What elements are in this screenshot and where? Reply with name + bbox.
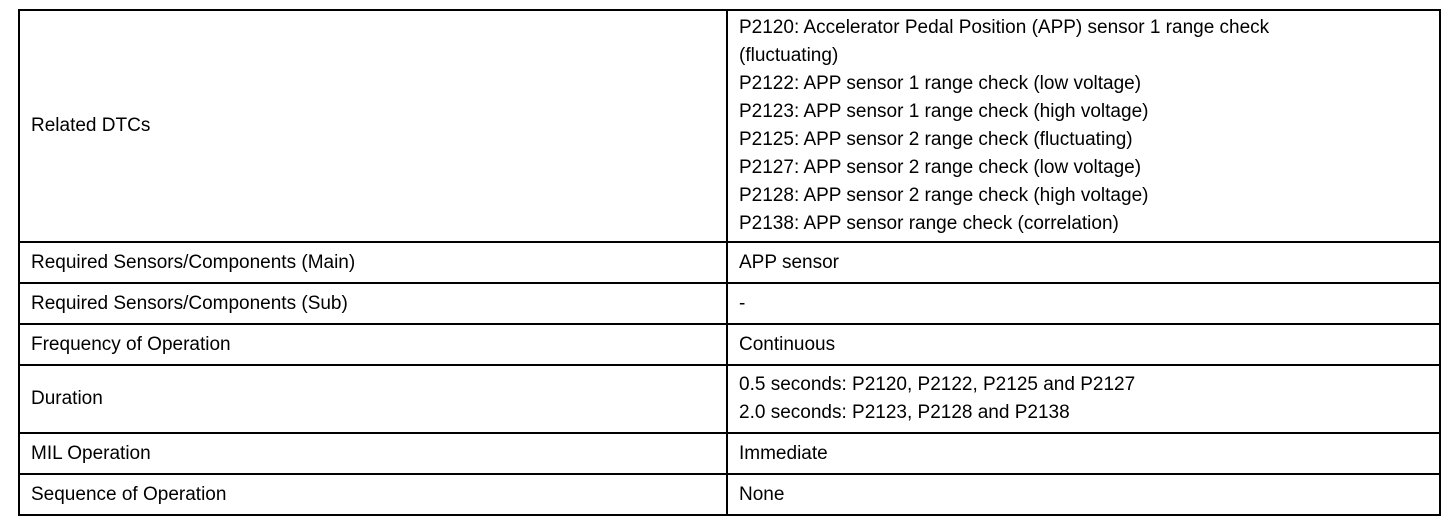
table-row	[19, 283, 1440, 324]
dtc-line: P2123: APP sensor 1 range check (high voltage)	[739, 101, 1149, 122]
monitor-spec-table	[18, 9, 1441, 516]
value-line: Immediate	[739, 442, 828, 464]
table-row	[19, 10, 1440, 242]
row-label: Required Sensors/Components (Main)	[19, 242, 727, 283]
row-label: Duration	[19, 365, 727, 433]
value-line: None	[739, 483, 785, 505]
value-line: -	[739, 292, 746, 314]
row-value	[727, 242, 1440, 283]
value-line: 0.5 seconds: P2120, P2122, P2125 and P2127	[739, 374, 1136, 395]
row-value	[727, 283, 1440, 324]
row-label: MIL Operation	[19, 433, 727, 474]
table-row	[19, 365, 1440, 433]
row-value	[727, 433, 1440, 474]
table-row	[19, 242, 1440, 283]
dtc-line: P2128: APP sensor 2 range check (high voltage)	[739, 185, 1149, 206]
row-label: Sequence of Operation	[19, 474, 727, 515]
row-label: Frequency of Operation	[19, 324, 727, 365]
value-line: Continuous	[739, 333, 836, 355]
dtc-line: P2127: APP sensor 2 range check (low voltage)	[739, 157, 1142, 178]
row-value	[727, 324, 1440, 365]
dtc-line: P2138: APP sensor range check (correlation)	[739, 213, 1119, 234]
row-label: Related DTCs	[19, 10, 727, 242]
table-row	[19, 474, 1440, 515]
dtc-line: P2122: APP sensor 1 range check (low voltage)	[739, 73, 1142, 94]
value-line: APP sensor	[739, 251, 839, 273]
dtc-line: P2125: APP sensor 2 range check (fluctuating)	[739, 129, 1133, 150]
table-row	[19, 324, 1440, 365]
dtc-line: P2120: Accelerator Pedal Position (APP) sensor 1 range check	[739, 17, 1270, 38]
row-value	[727, 474, 1440, 515]
row-value	[727, 10, 1440, 242]
row-label: Required Sensors/Components (Sub)	[19, 283, 727, 324]
dtc-line: (fluctuating)	[739, 45, 839, 66]
value-line: 2.0 seconds: P2123, P2128 and P2138	[739, 402, 1070, 423]
row-value	[727, 365, 1440, 433]
table-row	[19, 433, 1440, 474]
